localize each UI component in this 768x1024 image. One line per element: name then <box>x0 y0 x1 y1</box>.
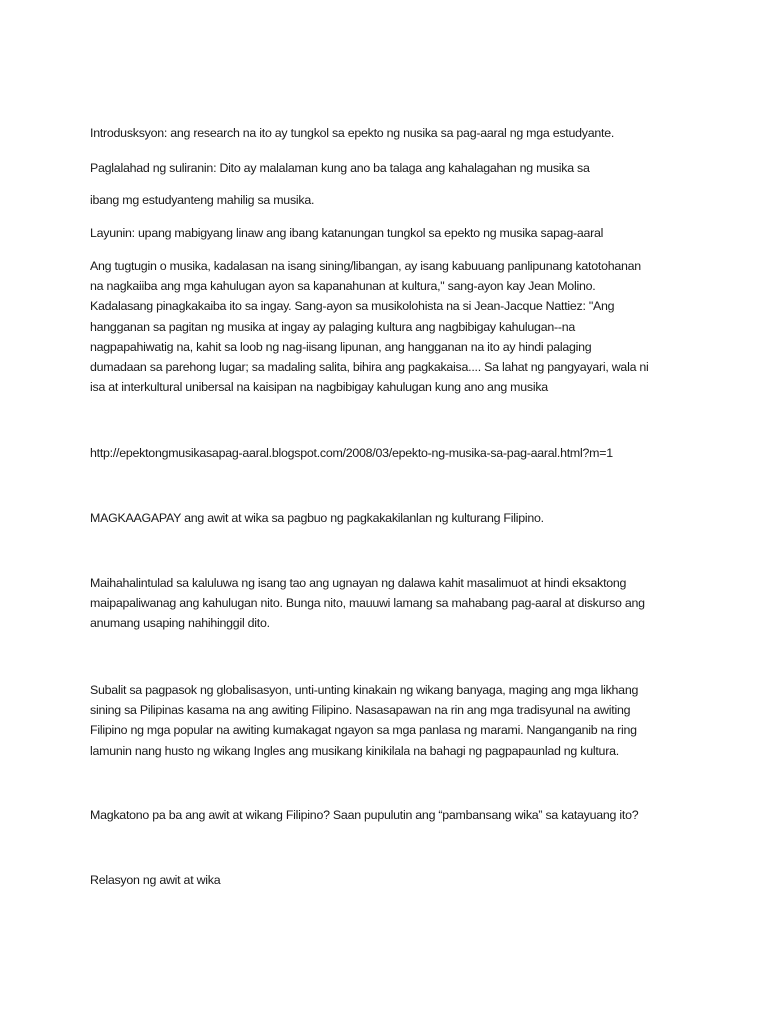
globalization-paragraph: Subalit sa pagpasok ng globalisasyon, unti-unting kinakain ng wikang banyaga, maging ang mga likhang sining sa Pilipinas kasama na ang awiting Filipino. Nasasapawan na rin ang mga tradisyunal na awiting Filipino ng mga popular na awiting kumakagat ngayon sa mga panlasa ng marami. Nanganganib na ring lamunin nang husto ng wikang Ingles ang musikang kinikilala na bahagi ng pagpapaunlad ng kultura. <box>90 683 639 758</box>
problem-statement-line-1: Paglalahad ng suliranin: Dito ay malalaman kung ano ba talaga ang kahalagahan ng musika sa <box>90 161 590 175</box>
source-url: http://epektongmusikasapag-aaral.blogspot.com/2008/03/epekto-ng-musika-sa-pag-aaral.html?m=1 <box>90 446 613 460</box>
comparison-paragraph: Maihahalintulad sa kaluluwa ng isang tao ang ugnayan ng dalawa kahit masalimuot at hindi eksaktong maipapaliwanag ang kahulugan nito. Bunga nito, mauuwi lamang sa mahabang pag-aaral at diskurso ang anumang usaping nahihinggil dito. <box>90 576 645 631</box>
introduction-paragraph: Introdusksyon: ang research na ito ay tungkol sa epekto ng nusika sa pag-aaral ng mga estudyante. <box>90 126 615 140</box>
magkaagapay-paragraph: MAGKAAGAPAY ang awit at wika sa pagbuo ng pagkakakilanlan ng kulturang Filipino. <box>90 511 544 525</box>
music-definition-paragraph: Ang tugtugin o musika, kadalasan na isang sining/libangan, ay isang kabuuang panlipunang katotohanan na nagkaiiba ang mga kahulugan ayon sa kapanahunan at kultura," sang-ayon kay Jean Molino. Kadalasang pinagkakaiba ito sa ingay. Sang-ayon sa musikolohista na si Jean-Jacque Nattiez: "Ang hangganan sa pagitan ng musika at ingay ay palaging kultura ang nagbibigay kahulugan--na nagpapahiwatig na, kahit sa loob ng nag-iisang lipunan, ang hangganan na ito ay hindi palaging dumadaan sa parehong lugar; sa madaling salita, bihira ang pagkakaisa.... Sa lahat ng pangyayari, wala ni isa at interkultural unibersal na kaisipan na nagbibigay kahulugan kung ano ang musika <box>90 259 649 395</box>
objective-paragraph: Layunin: upang mabigyang linaw ang ibang katanungan tungkol sa epekto ng musika sapag-aaral <box>90 226 604 240</box>
question-paragraph: Magkatono pa ba ang awit at wikang Filipino? Saan pupulutin ang “pambansang wika” sa katayuang ito? <box>90 808 639 822</box>
problem-statement-line-2: ibang mg estudyanteng mahilig sa musika. <box>90 193 315 207</box>
section-heading: Relasyon ng awit at wika <box>90 873 221 887</box>
